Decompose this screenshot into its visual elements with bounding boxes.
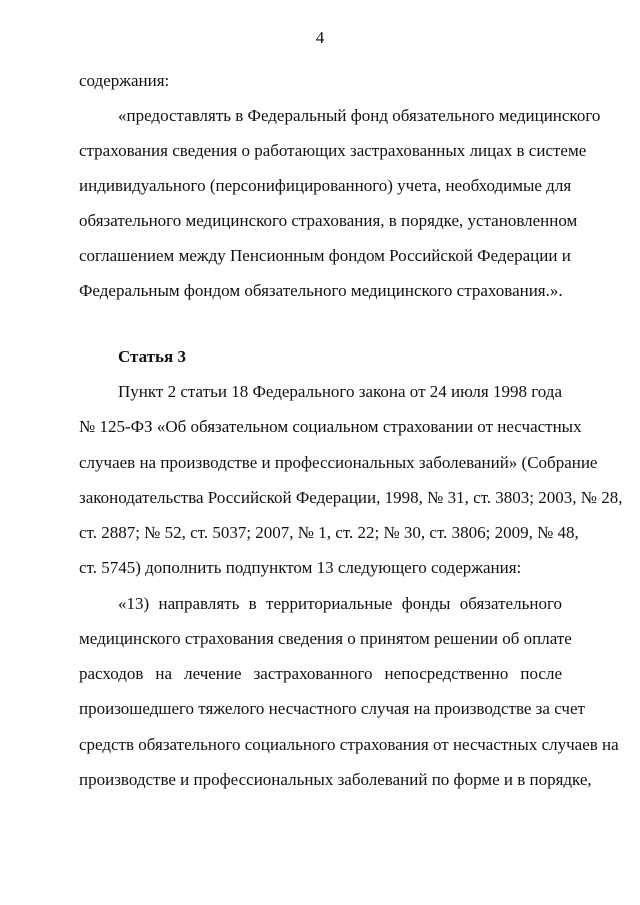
text-line: содержания: [79, 71, 170, 90]
text-line: Федеральным фондом обязательного медицинского страхования.». [79, 281, 563, 300]
text-line: № 125-ФЗ «Об обязательном социальном страховании от несчастных [79, 417, 582, 436]
text-line: страхования сведения о работающих застрахованных лицах в системе [79, 141, 587, 160]
text-line: производстве и профессиональных заболеваний по форме и в порядке, [79, 770, 592, 789]
text-line: произошедшего тяжелого несчастного случая на производстве за счет [79, 699, 585, 718]
text-line: соглашением между Пенсионным фондом Российской Федерации и [79, 246, 571, 265]
text-line: медицинского страхования сведения о принятом решении об оплате [79, 629, 572, 648]
text-line: индивидуального (персонифицированного) учета, необходимые для [79, 176, 572, 195]
text-line: Пункт 2 статьи 18 Федерального закона от 24 июля 1998 года [118, 382, 562, 401]
text-line: ст. 2887; № 52, ст. 5037; 2007, № 1, ст. 22; № 30, ст. 3806; 2009, № 48, [79, 523, 579, 542]
text-line: «13) направлять в территориальные фонды обязательного [118, 594, 562, 613]
text-line: законодательства Российской Федерации, 1998, № 31, ст. 3803; 2003, № 28, [79, 488, 623, 507]
text-line: средств обязательного социального страхования от несчастных случаев на [79, 735, 619, 754]
text-line: случаев на производстве и профессиональных заболеваний» (Собрание [79, 453, 598, 472]
text-line: «предоставлять в Федеральный фонд обязательного медицинского [118, 106, 601, 125]
page-number: 4 [315, 28, 325, 47]
text-line: расходов на лечение застрахованного непосредственно после [79, 664, 562, 683]
text-line: ст. 5745) дополнить подпунктом 13 следующего содержания: [79, 558, 522, 577]
article-heading: Статья 3 [118, 347, 186, 366]
text-line: обязательного медицинского страхования, в порядке, установленном [79, 211, 578, 230]
